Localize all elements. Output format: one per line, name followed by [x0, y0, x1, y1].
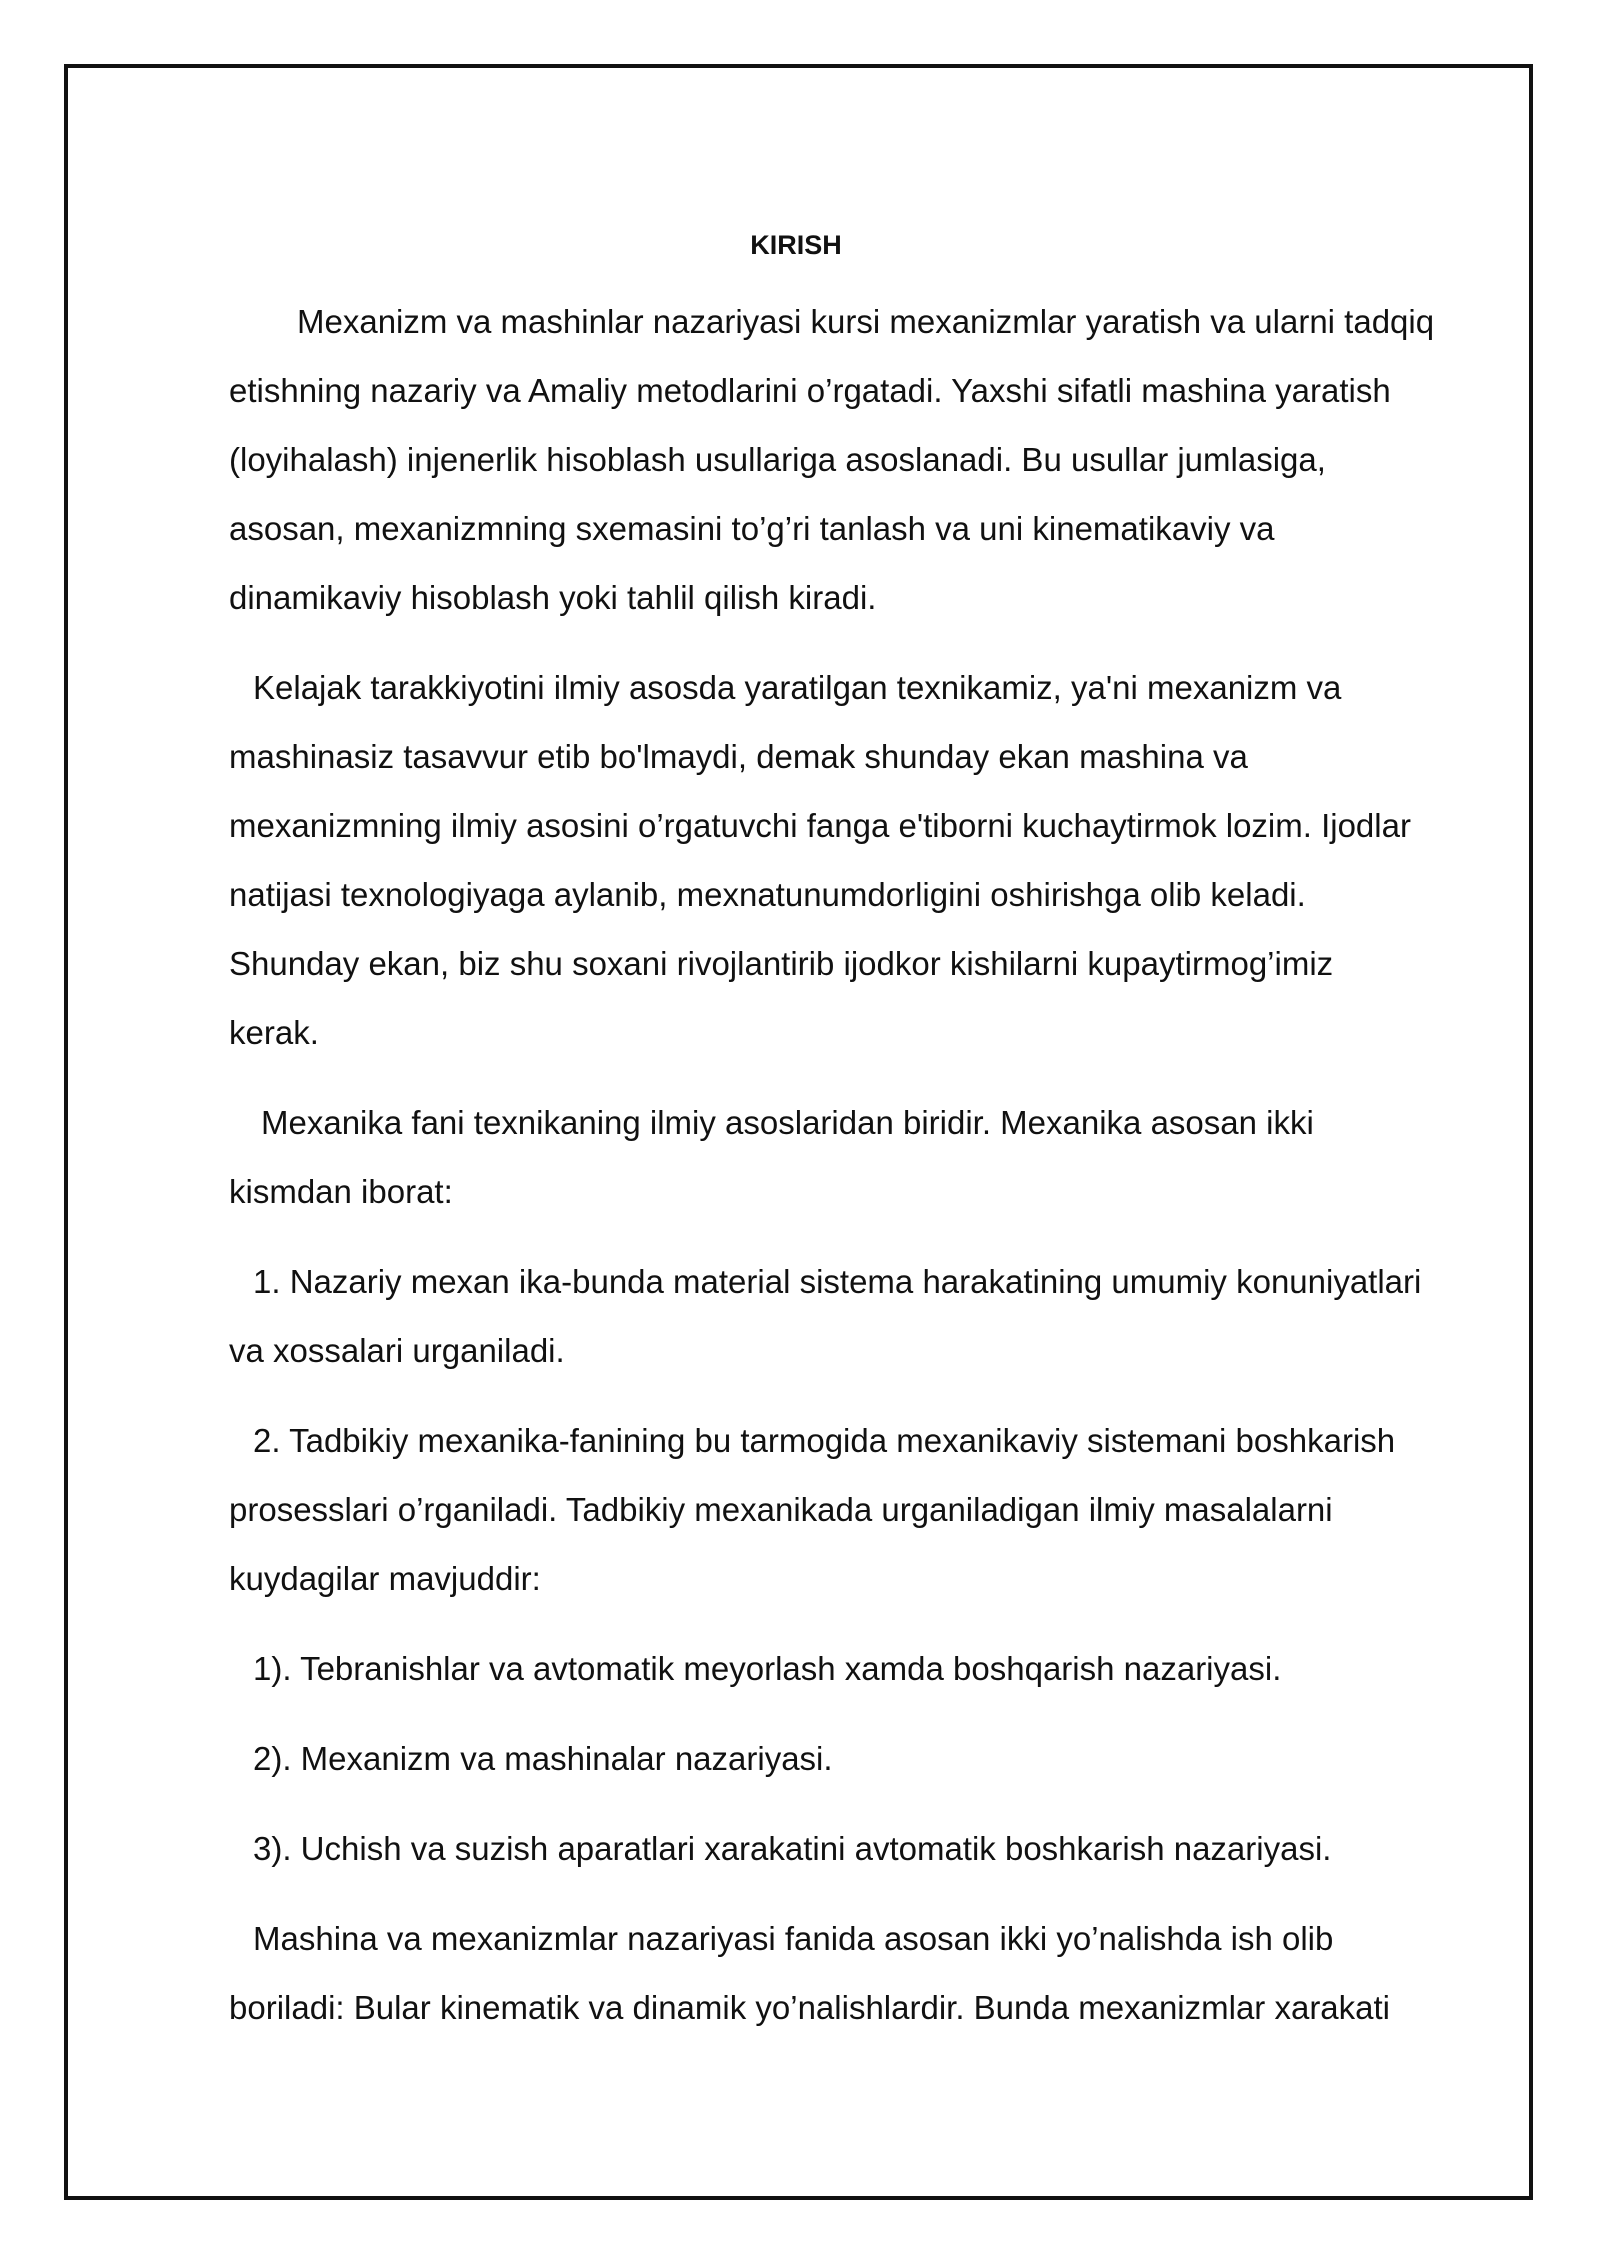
paragraph-line: kismdan iborat: — [229, 1173, 453, 1210]
paragraph-line: va xossalari urganiladi. — [229, 1332, 565, 1369]
paragraph-line: natijasi texnologiyaga aylanib, mexnatunumdorligini oshirishga olib keladi. — [229, 876, 1306, 913]
document-body — [229, 225, 1493, 2063]
paragraph — [229, 1724, 1493, 1793]
paragraph — [229, 1247, 1493, 1385]
paragraph-line: prosesslari o’rganiladi. Tadbikiy mexanikada urganiladigan ilmiy masalalarni — [229, 1491, 1333, 1528]
paragraph-line: boriladi: Bular kinematik va dinamik yo’nalishlardir. Bunda mexanizmlar xarakati — [229, 1989, 1391, 2026]
paragraph-line: Kelajak tarakkiyotini ilmiy asosda yaratilgan texnikamiz, ya'ni mexanizm va — [253, 669, 1342, 706]
paragraph — [229, 1904, 1493, 2042]
paragraph — [229, 1406, 1493, 1613]
paragraph-line: mashinasiz tasavvur etib bo'lmaydi, demak shunday ekan mashina va — [229, 738, 1248, 775]
paragraph-line: dinamikaviy hisoblash yoki tahlil qilish kiradi. — [229, 579, 877, 616]
paragraph-line: 2). Mexanizm va mashinalar nazariyasi. — [253, 1740, 833, 1777]
paragraph-line: kerak. — [229, 1014, 319, 1051]
paragraph-line: 3). Uchish va suzish aparatlari xarakatini avtomatik boshkarish nazariyasi. — [253, 1830, 1332, 1867]
paragraph-line: 2. Tadbikiy mexanika-fanining bu tarmogida mexanikaviy sistemani boshkarish — [253, 1422, 1396, 1459]
paragraph — [229, 287, 1493, 632]
paragraph-line: Mexanizm va mashinlar nazariyasi kursi mexanizmlar yaratish va ularni tadqiq — [297, 303, 1435, 340]
paragraph — [229, 1088, 1493, 1226]
paragraph-line: Mexanika fani texnikaning ilmiy asoslaridan biridir. Mexanika asosan ikki — [261, 1104, 1314, 1141]
paragraph-line: etishning nazariy va Amaliy metodlarini o’rgatadi. Yaxshi sifatli mashina yaratish — [229, 372, 1391, 409]
paragraph-line: Mashina va mexanizmlar nazariyasi fanida asosan ikki yo’nalishda ish olib — [253, 1920, 1334, 1957]
paragraph-line: asosan, mexanizmning sxemasini to’g’ri tanlash va uni kinematikaviy va — [229, 510, 1275, 547]
paragraph-line: (loyihalash) injenerlik hisoblash usullariga asoslanadi. Bu usullar jumlasiga, — [229, 441, 1326, 478]
paragraph — [229, 653, 1493, 1067]
paragraph-line: mexanizmning ilmiy asosini o’rgatuvchi fanga e'tiborni kuchaytirmok lozim. Ijodlar — [229, 807, 1411, 844]
paragraph-line: Shunday ekan, biz shu soxani rivojlantirib ijodkor kishilarni kupaytirmog’imiz — [229, 945, 1334, 982]
paragraph-line: kuydagilar mavjuddir: — [229, 1560, 541, 1597]
paragraph-line: 1). Tebranishlar va avtomatik meyorlash xamda boshqarish nazariyasi. — [253, 1650, 1282, 1687]
paragraph — [229, 1814, 1493, 1883]
paragraph-line: 1. Nazariy mexan ika-bunda material sistema harakatining umumiy konuniyatlari — [253, 1263, 1422, 1300]
paragraph — [229, 1634, 1493, 1703]
document-title: KIRISH — [750, 230, 842, 260]
paragraph-list — [229, 287, 1493, 2042]
